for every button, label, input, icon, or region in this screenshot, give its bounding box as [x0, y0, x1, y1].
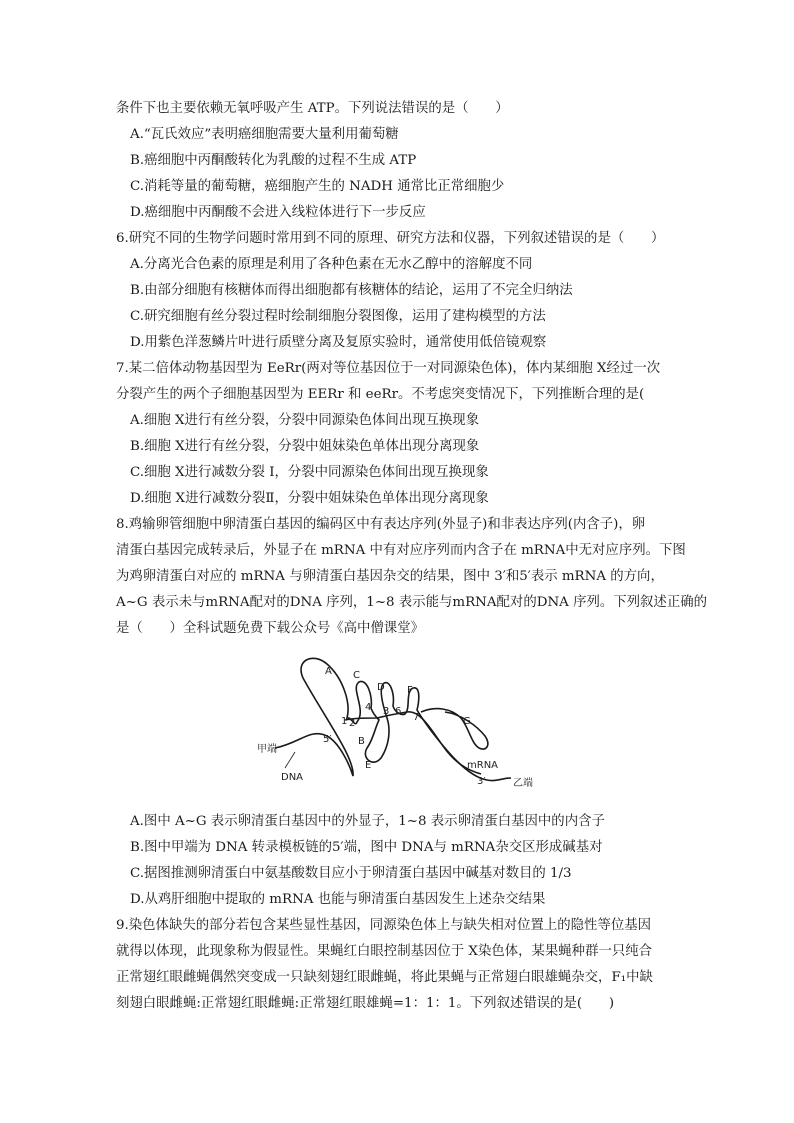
dna-mrna-hybrid-figure	[255, 648, 545, 803]
label-6: 6	[395, 706, 402, 717]
q7-option-c: C.细胞 X进行减数分裂 I，分裂中同源染色体间出现互换现象	[130, 465, 489, 480]
question-9-stem-cont-2: 正常翅红眼雌蝇偶然突变成一只缺刻翅红眼雌蝇，将此果蝇与正常翅白眼雄蝇杂交，F₁中缺	[116, 970, 653, 985]
label-jia-end: 甲端	[257, 744, 277, 755]
label-3: 3	[383, 706, 390, 717]
label-a: A	[325, 666, 332, 677]
q5-option-b: B.癌细胞中丙酮酸转化为乳酸的过程不生成 ATP	[130, 153, 417, 168]
label-mrna: mRNA	[467, 760, 499, 771]
label-3-prime: 3′	[477, 776, 486, 787]
label-f: F	[407, 685, 413, 696]
q5-option-a: A.“瓦氏效应”表明癌细胞需要大量利用葡萄糖	[130, 127, 399, 142]
question-9-stem: 9.染色体缺失的部分若包含某些显性基因，同源染色体上与缺失相对位置上的隐性等位基因	[116, 918, 652, 933]
q8-option-b: B.图中甲端为 DNA 转录模板链的5′端，图中 DNA与 mRNA杂交区形成碱基对	[130, 840, 603, 855]
label-5-prime: 5′	[323, 734, 332, 745]
question-7-stem: 7.某二倍体动物基因型为 EeRr(两对等位基因位于一对同源染色体)，体内某细胞 X经过一次	[116, 361, 661, 376]
label-7: 7	[413, 712, 420, 723]
question-6-stem: 6.研究不同的生物学问题时常用到不同的原理、研究方法和仪器，下列叙述错误的是（ ）	[116, 231, 665, 246]
q7-option-b: B.细胞 X进行有丝分裂，分裂中姐妹染色单体出现分离现象	[130, 439, 480, 454]
label-1: 1	[341, 716, 348, 727]
q8-option-c: C.据图推测卵清蛋白中氨基酸数目应小于卵清蛋白基因中碱基对数目的 1/3	[130, 866, 572, 881]
q8-option-d: D.从鸡肝细胞中提取的 mRNA 也能与卵清蛋白基因发生上述杂交结果	[130, 892, 546, 907]
label-2: 2	[349, 718, 356, 729]
label-dna: DNA	[281, 772, 304, 783]
label-4: 4	[365, 702, 372, 713]
question-8-stem-cont-1: 清蛋白基因完成转录后，外显子在 mRNA 中有对应序列而内含子在 mRNA中无对应序列。下图	[116, 543, 686, 558]
question-9-stem-cont-1: 就得以体现，此现象称为假显性。果蝇红白眼控制基因位于 X染色体，某果蝇种群一只纯合	[116, 944, 653, 959]
q6-option-c: C.研究细胞有丝分裂过程时绘制细胞分裂图像，运用了建构模型的方法	[130, 309, 546, 324]
label-c: C	[353, 670, 360, 681]
q6-option-d: D.用紫色洋葱鳞片叶进行质壁分离及复原实验时，通常使用低倍镜观察	[130, 335, 547, 350]
label-g: G	[463, 716, 471, 727]
q6-option-a: A.分离光合色素的原理是利用了各种色素在无水乙醇中的溶解度不同	[130, 257, 533, 272]
label-e: E	[365, 760, 372, 771]
q7-option-d: D.细胞 X进行减数分裂Ⅱ，分裂中姐妹染色单体出现分离现象	[130, 491, 489, 506]
question-5-stem-end: 条件下也主要依赖无氧呼吸产生 ATP。下列说法错误的是（ ）	[116, 101, 509, 116]
question-8-stem-cont-4: 是（ ）全科试题免费下载公众号《高中僧课堂》	[116, 621, 424, 636]
hybrid-diagram	[255, 648, 545, 803]
label-yi-end: 乙端	[513, 778, 533, 789]
q5-option-c: C.消耗等量的葡萄糖，癌细胞产生的 NADH 通常比正常细胞少	[130, 179, 505, 194]
q8-option-a: A.图中 A~G 表示卵清蛋白基因中的外显子，1~8 表示卵清蛋白基因中的内含子	[130, 814, 605, 829]
question-8-stem-cont-3: A~G 表示未与mRNA配对的DNA 序列，1~8 表示能与mRNA配对的DNA 序列。下列叙述正确的	[116, 595, 707, 610]
q5-option-d: D.癌细胞中丙酮酸不会进入线粒体进行下一步反应	[130, 205, 426, 220]
dna-pointer	[285, 752, 295, 768]
label-b: B	[358, 736, 365, 747]
label-d: D	[377, 682, 385, 693]
question-8-stem: 8.鸡输卵管细胞中卵清蛋白基因的编码区中有表达序列(外显子)和非表达序列(内含子)，卵	[116, 517, 646, 532]
question-8-stem-cont-2: 为鸡卵清蛋白对应的 mRNA 与卵清蛋白基因杂交的结果，图中 3′和5′表示 mRNA 的方向，	[116, 569, 664, 584]
q6-option-b: B.由部分细胞有核糖体而得出细胞都有核糖体的结论，运用了不完全归纳法	[130, 283, 573, 298]
question-9-stem-cont-3: 刻翅白眼雌蝇:正常翅红眼雌蝇:正常翅红眼雄蝇=1：1：1。下列叙述错误的是( )	[116, 996, 615, 1011]
question-7-stem-cont: 分裂产生的两个子细胞基因型为 EERr 和 eeRr。不考虑突变情况下，下列推断合理的是(	[116, 387, 645, 402]
q7-option-a: A.细胞 X进行有丝分裂，分裂中同源染色体间出现互换现象	[130, 413, 480, 428]
